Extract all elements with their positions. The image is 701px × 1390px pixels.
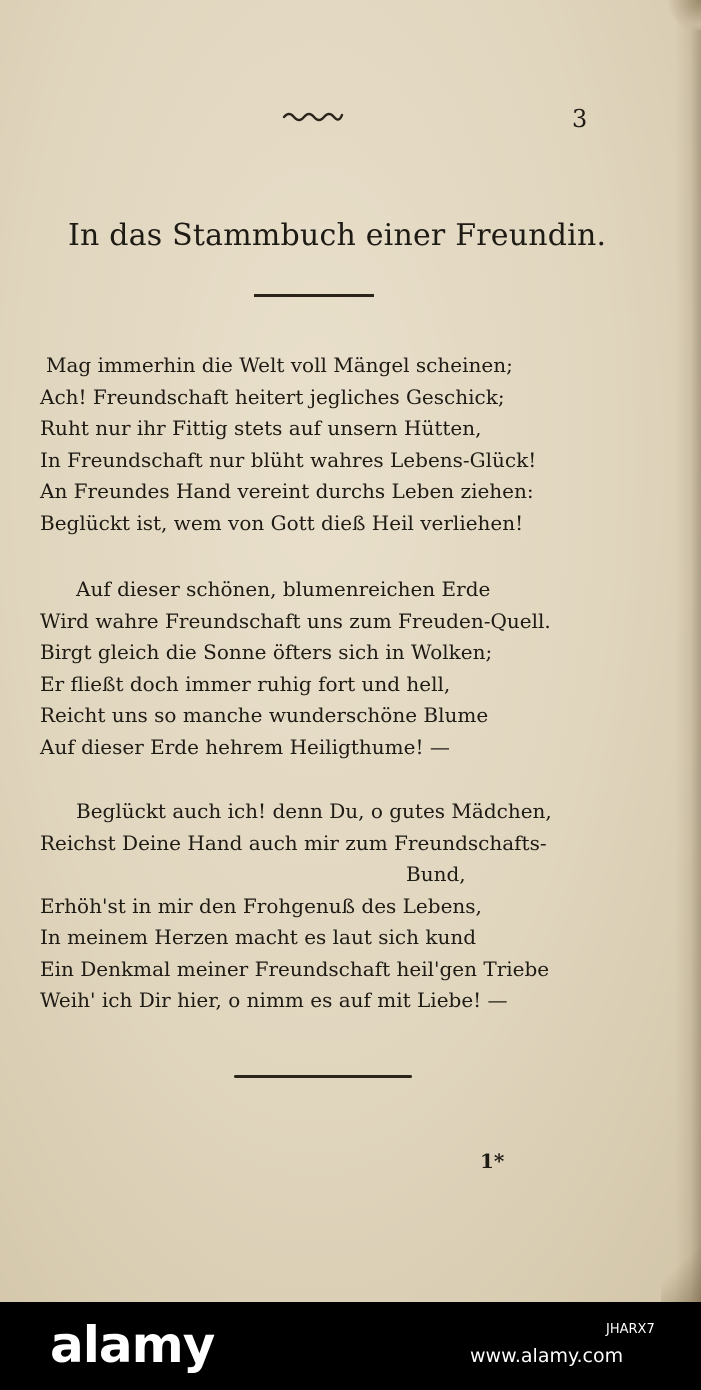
poem-line: Reichst Deine Hand auch mir zum Freundschafts- <box>40 830 547 855</box>
stanza-1 <box>40 350 620 539</box>
image-id: JHARX7 <box>606 1322 655 1337</box>
poem-line: Ein Denkmal meiner Freundschaft heil'gen Triebe <box>40 956 550 981</box>
end-divider <box>234 1075 412 1078</box>
printer-signature-mark: 1* <box>480 1149 505 1173</box>
poem-title: In das Stammbuch einer Freundin. <box>68 218 607 253</box>
poem-line: Er fließt doch immer ruhig fort und hell, <box>40 671 451 696</box>
poem-line: Auf dieser Erde hehrem Heiligthume! — <box>40 734 450 759</box>
wave-ornament-icon <box>282 108 344 122</box>
page-edge-shadow <box>675 0 701 1302</box>
poem-line: Reicht uns so manche wunderschöne Blume <box>40 703 489 727</box>
title-divider <box>254 294 374 297</box>
stanza-3 <box>40 796 620 1017</box>
poem-line: Wird wahre Freundschaft uns zum Freuden-Quell. <box>40 608 551 633</box>
poem-line: Beglückt ist, wem von Gott dieß Heil verliehen! <box>40 510 524 535</box>
poem-line: Erhöh'st in mir den Frohgenuß des Lebens, <box>40 893 482 918</box>
poem-line: Ruht nur ihr Fittig stets auf unsern Hütten, <box>40 416 482 440</box>
poem-line-continuation: Bund, <box>406 862 466 886</box>
page-corner-curl <box>667 0 701 30</box>
stanza-2 <box>40 574 620 763</box>
poem-line: In meinem Herzen macht es laut sich kund <box>40 925 477 949</box>
poem-line: In Freundschaft nur blüht wahres Lebens-Glück! <box>40 447 537 472</box>
poem-line: Auf dieser schönen, blumenreichen Erde <box>76 577 491 601</box>
poem-line: Beglückt auch ich! denn Du, o gutes Mädchen, <box>76 799 552 823</box>
poem-line: Weih' ich Dir hier, o nimm es auf mit Liebe! — <box>40 988 508 1012</box>
poem-line: An Freundes Hand vereint durchs Leben ziehen: <box>40 479 534 503</box>
poem-line: Mag immerhin die Welt voll Mängel scheinen; <box>46 353 513 377</box>
stock-url: www.alamy.com <box>470 1345 624 1367</box>
poem-line: Birgt gleich die Sonne öfters sich in Wolken; <box>40 640 493 664</box>
page-bottom-edge <box>661 1242 701 1302</box>
alamy-logo: alamy <box>50 1316 215 1374</box>
page-number: 3 <box>572 105 588 133</box>
poem-line: Ach! Freundschaft heitert jegliches Geschick; <box>40 384 505 409</box>
